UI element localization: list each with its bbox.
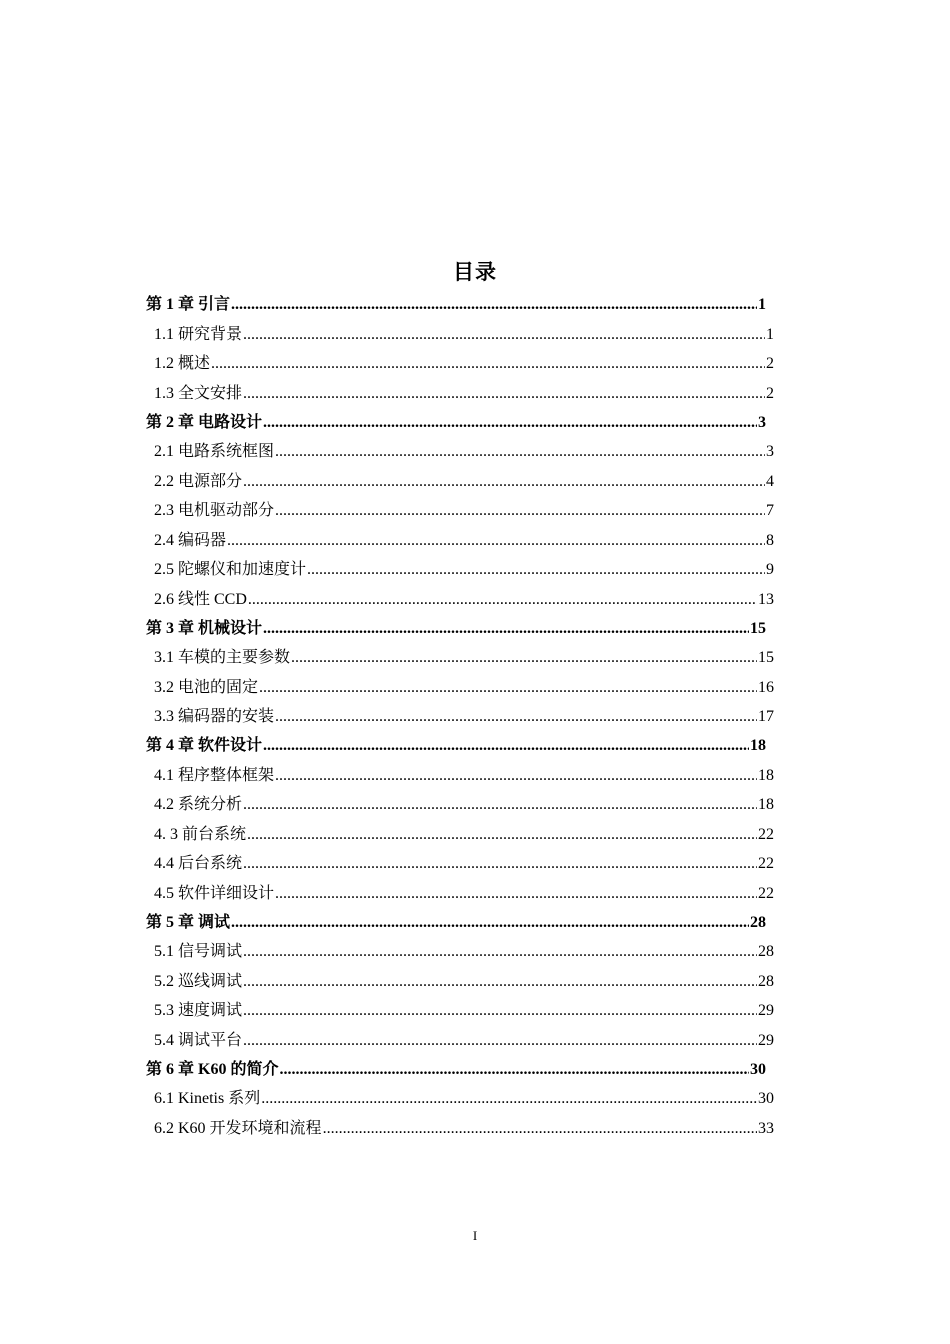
toc-entry-label: 2.2 电源部分 <box>154 472 243 490</box>
toc-chapter-entry[interactable] <box>146 296 766 314</box>
toc-entry-page-number: 8 <box>766 531 774 549</box>
toc-section-entry[interactable] <box>146 855 774 873</box>
toc-section-entry[interactable] <box>146 767 774 785</box>
toc-entry-label: 5.1 信号调试 <box>154 943 243 960</box>
toc-entry-label: 4.4 后台系统 <box>154 855 243 872</box>
toc-section-entry[interactable] <box>146 885 774 903</box>
toc-entry-label: 2.3 电机驱动部分 <box>154 502 275 519</box>
toc-dot-leader <box>243 973 757 991</box>
toc-dot-leader <box>261 1090 757 1108</box>
toc-entry-page-number: 22 <box>758 884 774 902</box>
toc-section-entry[interactable] <box>146 591 774 609</box>
toc-entry-label: 6.2 K60 开发环境和流程 <box>154 1119 322 1137</box>
toc-section-entry[interactable] <box>146 561 774 579</box>
toc-section-entry[interactable] <box>146 649 774 667</box>
toc-dot-leader <box>275 708 757 726</box>
toc-entry-label: 2.5 陀螺仪和加速度计 <box>154 561 307 578</box>
toc-entry-page-number: 18 <box>758 766 774 784</box>
toc-chapter-entry[interactable] <box>146 620 766 638</box>
toc-chapter-entry[interactable] <box>146 914 766 932</box>
toc-chapter-entry[interactable] <box>146 414 766 432</box>
toc-dot-leader <box>243 326 765 344</box>
toc-section-entry[interactable] <box>146 326 774 344</box>
toc-dot-leader <box>211 355 765 373</box>
toc-dot-leader <box>243 1002 757 1020</box>
toc-section-entry[interactable] <box>146 973 774 991</box>
toc-entry-page-number: 22 <box>758 855 774 872</box>
toc-entry-label: 第 1 章 引言 <box>146 296 231 313</box>
toc-entry-page-number: 3 <box>766 443 774 460</box>
toc-entry-page-number: 18 <box>750 737 766 754</box>
toc-entry-label: 5.4 调试平台 <box>154 1031 243 1049</box>
toc-entry-label: 2.4 编码器 <box>154 531 227 549</box>
toc-entry-label: 1.1 研究背景 <box>154 325 243 343</box>
toc-entry-page-number: 9 <box>766 561 774 578</box>
toc-dot-leader <box>263 414 757 432</box>
toc-entry-page-number: 28 <box>758 972 774 990</box>
toc-section-entry[interactable] <box>146 796 774 814</box>
toc-chapter-entry[interactable] <box>146 737 766 755</box>
toc-entry-page-number: 4 <box>766 472 774 490</box>
toc-entry-page-number: 7 <box>766 502 774 519</box>
toc-dot-leader <box>279 1061 749 1079</box>
toc-entry-page-number: 28 <box>750 913 766 931</box>
toc-dot-leader <box>291 649 757 667</box>
toc-entry-label: 第 5 章 调试 <box>146 913 231 931</box>
toc-section-entry[interactable] <box>146 1120 774 1138</box>
toc-section-entry[interactable] <box>146 385 774 403</box>
toc-entry-label: 1.3 全文安排 <box>154 384 243 402</box>
toc-dot-leader <box>248 591 757 609</box>
page-number: I <box>472 1228 478 1243</box>
toc-entry-label: 3.1 车模的主要参数 <box>154 649 291 666</box>
toc-section-entry[interactable] <box>146 473 774 491</box>
toc-entry-label: 4.5 软件详细设计 <box>154 884 275 902</box>
toc-entry-label: 第 6 章 K60 的简介 <box>146 1060 279 1078</box>
toc-entry-page-number: 1 <box>766 325 774 343</box>
toc-entry-page-number: 15 <box>750 619 766 637</box>
toc-dot-leader <box>275 443 765 461</box>
toc-section-entry[interactable] <box>146 502 774 520</box>
toc-entry-page-number: 1 <box>758 296 766 313</box>
toc-entry-label: 6.1 Kinetis 系列 <box>154 1090 261 1107</box>
toc-entry-label: 第 3 章 机械设计 <box>146 619 263 637</box>
toc-section-entry[interactable] <box>146 1002 774 1020</box>
toc-entry-page-number: 15 <box>758 649 774 666</box>
table-of-contents <box>146 296 774 1138</box>
toc-entry-page-number: 22 <box>758 825 774 843</box>
toc-section-entry[interactable] <box>146 708 774 726</box>
toc-dot-leader <box>275 502 765 520</box>
toc-dot-leader <box>307 561 765 579</box>
toc-entry-label: 第 4 章 软件设计 <box>146 737 263 754</box>
toc-dot-leader <box>247 826 757 844</box>
toc-entry-page-number: 2 <box>766 384 774 402</box>
toc-dot-leader <box>243 1032 757 1050</box>
toc-entry-page-number: 29 <box>758 1002 774 1019</box>
toc-entry-label: 第 2 章 电路设计 <box>146 413 263 431</box>
toc-entry-page-number: 2 <box>766 355 774 372</box>
toc-dot-leader <box>227 532 765 550</box>
toc-entry-page-number: 3 <box>758 413 766 431</box>
toc-entry-label: 2.6 线性 CCD <box>154 590 247 608</box>
toc-dot-leader <box>243 943 757 961</box>
toc-section-entry[interactable] <box>146 443 774 461</box>
toc-dot-leader <box>323 1120 757 1138</box>
toc-entry-page-number: 18 <box>758 796 774 813</box>
toc-entry-label: 2.1 电路系统框图 <box>154 443 275 460</box>
toc-section-entry[interactable] <box>146 1090 774 1108</box>
toc-dot-leader <box>231 296 757 314</box>
toc-title: 目录 <box>453 260 497 284</box>
toc-entry-page-number: 29 <box>758 1031 774 1049</box>
toc-entry-label: 1.2 概述 <box>154 355 211 372</box>
toc-entry-page-number: 30 <box>758 1090 774 1107</box>
toc-section-entry[interactable] <box>146 1032 774 1050</box>
toc-section-entry[interactable] <box>146 355 774 373</box>
toc-chapter-entry[interactable] <box>146 1061 766 1079</box>
toc-dot-leader <box>243 796 757 814</box>
toc-entry-label: 4.1 程序整体框架 <box>154 766 275 784</box>
toc-entry-label: 3.2 电池的固定 <box>154 678 259 696</box>
toc-entry-page-number: 28 <box>758 943 774 960</box>
toc-entry-label: 4.2 系统分析 <box>154 796 243 813</box>
toc-entry-label: 4. 3 前台系统 <box>154 825 247 843</box>
toc-entry-label: 5.3 速度调试 <box>154 1002 243 1019</box>
toc-entry-label: 3.3 编码器的安装 <box>154 708 275 725</box>
toc-dot-leader <box>263 620 749 638</box>
toc-dot-leader <box>243 385 765 403</box>
toc-section-entry[interactable] <box>146 826 774 844</box>
toc-dot-leader <box>243 855 757 873</box>
toc-entry-page-number: 13 <box>758 590 774 608</box>
toc-section-entry[interactable] <box>146 679 774 697</box>
toc-dot-leader <box>243 473 765 491</box>
toc-entry-page-number: 33 <box>758 1119 774 1137</box>
toc-section-entry[interactable] <box>146 532 774 550</box>
toc-entry-page-number: 30 <box>750 1060 766 1078</box>
toc-section-entry[interactable] <box>146 943 774 961</box>
toc-dot-leader <box>259 679 757 697</box>
toc-dot-leader <box>263 737 749 755</box>
toc-dot-leader <box>275 885 757 903</box>
toc-entry-page-number: 17 <box>758 708 774 725</box>
toc-entry-label: 5.2 巡线调试 <box>154 972 243 990</box>
toc-dot-leader <box>275 767 757 785</box>
toc-dot-leader <box>231 914 749 932</box>
toc-entry-page-number: 16 <box>758 678 774 696</box>
